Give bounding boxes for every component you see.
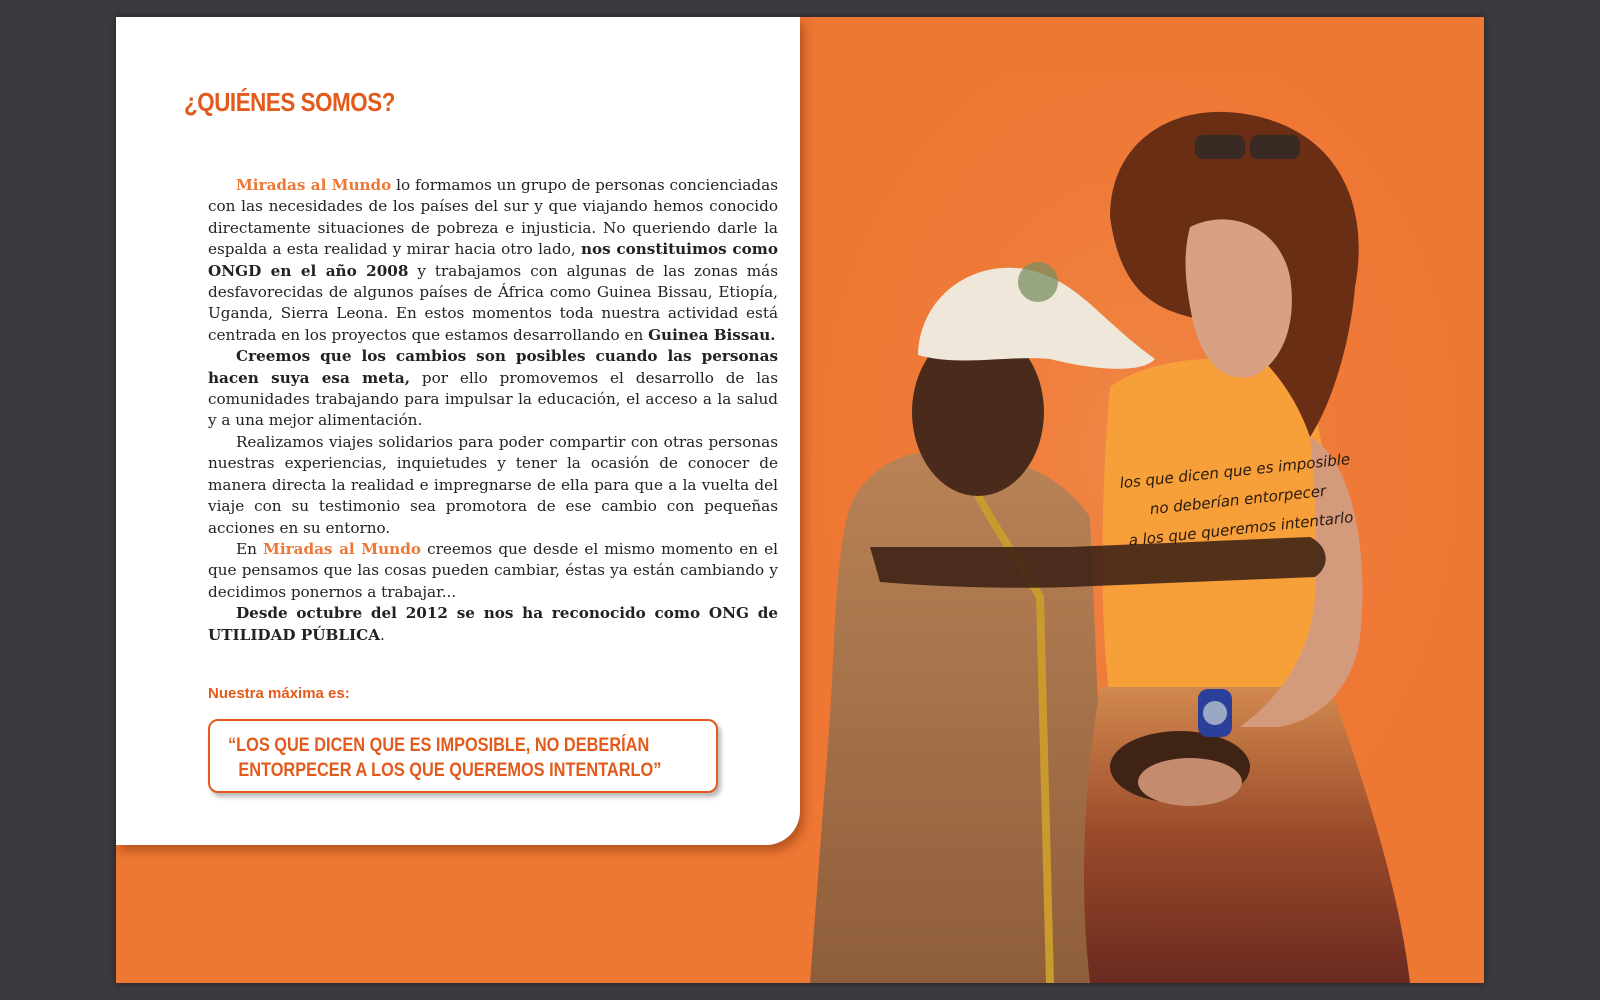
shirt-line-1: los que dicen que es imposible xyxy=(1118,450,1352,493)
body-text xyxy=(208,175,778,646)
text-run: En xyxy=(236,539,264,558)
text-panel xyxy=(116,17,800,845)
motto-label: Nuestra máxima es: xyxy=(208,685,350,702)
org-name: Miradas al Mundo xyxy=(236,176,392,194)
paragraph xyxy=(208,432,778,539)
paragraph xyxy=(208,175,778,346)
motto-box xyxy=(208,719,718,793)
text-run: Creemos que los cambios son posibles cuando las personas hacen suya esa meta, xyxy=(208,347,778,387)
text-run: nos constituimos como ONGD en el año 2008 xyxy=(208,240,778,280)
brochure-page xyxy=(116,17,1484,983)
text-run: Guinea Bissau. xyxy=(648,325,776,344)
text-run: Desde octubre del 2012 se nos ha reconocido como ONG de UTILIDAD PÚBLICA xyxy=(208,604,778,644)
text-run: lo formamos un grupo de personas concienciadas con las necesidades de los países del sur y que viajando hemos conocido directamente situaciones de pobreza e injusticia. No queriendo darle la espalda a esta realidad y mirar hacia otro lado, xyxy=(208,176,779,259)
text-run: y trabajamos con algunas de las zonas más desfavorecidas de algunos países de África como Guinea Bissau, Etiopía, Uganda, Sierra Leona. En estos momentos toda nuestra actividad está centrada en los proyectos que estamos desarrollando en xyxy=(208,261,778,344)
embrace-photo xyxy=(810,77,1484,983)
org-name: Miradas al Mundo xyxy=(263,539,421,558)
text-run: creemos que desde el mismo momento en el que pensamos que las cosas pueden cambiar, éstas ya están cambiando y decidimos ponernos a trabajar... xyxy=(208,539,778,601)
text-run: por ello promovemos el desarrollo de las comunidades trabajando para impulsar la educación, el acceso a la salud y a una mejor alimentación. xyxy=(208,368,778,430)
paragraph xyxy=(208,539,778,603)
page-title: ¿QUIÉNES SOMOS? xyxy=(184,87,395,117)
paragraph xyxy=(208,346,778,432)
paragraph xyxy=(208,603,778,646)
motto-line-2: ENTORPECER A LOS QUE QUEREMOS INTENTARLO” xyxy=(238,760,662,781)
shirt-line-3: a los que queremos intentarlo xyxy=(1127,508,1355,550)
motto-line-1: “LOS QUE DICEN QUE ES IMPOSIBLE, NO DEBERÍAN xyxy=(228,735,650,756)
text-run: Realizamos viajes solidarios para poder compartir con otras personas nuestras experiencias, inquietudes y tener la ocasión de conocer de manera directa la realidad e impregnarse de ella para que a la vuelta del viaje con su testimonio sea promotora de ese cambio con pequeñas acciones en su entorno. xyxy=(208,432,778,537)
text-run: . xyxy=(380,625,385,644)
motto-text xyxy=(228,733,675,783)
shirt-line-2: no deberían entorpecer xyxy=(1148,481,1327,519)
